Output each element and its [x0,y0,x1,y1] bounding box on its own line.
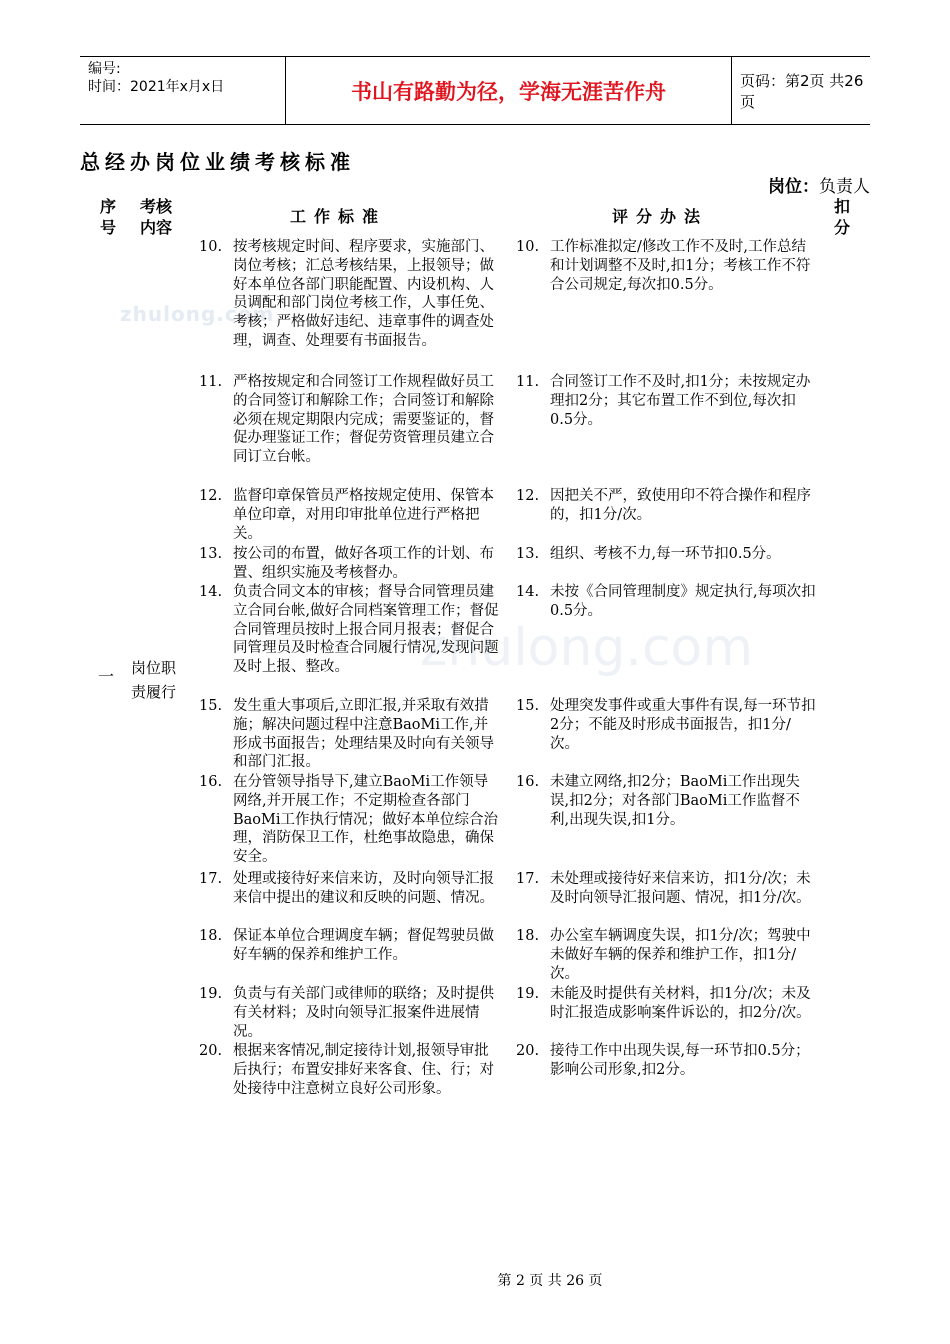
header-motto: 书山有路勤为径，学海无涯苦作舟 [285,57,732,124]
standard-text: 根据来客情况,制定接待计划,报领导审批后执行；布置安排好来客食、住、行；对处接待中注意树立良好公司形象。 [233,1043,494,1097]
method-text: 工作标准拟定/修改工作不及时,工作总结和计划调整不及时,扣1分；考核工作不符合公司规定,每次扣0.5分。 [550,239,811,293]
standard-number: 17. [199,871,223,887]
method-number: 15. [516,698,540,714]
standard-number: 20. [199,1043,223,1059]
method-text: 处理突发事件或重大事件有误,每一环节扣2分；不能及时形成书面报告，扣1分/次。 [550,698,816,752]
standard-text: 按公司的布置，做好各项工作的计划、布置、组织实施及考核督办。 [233,546,494,581]
method-text: 未建立网络,扣2分；BaoMi工作出现失误,扣2分；对各部门BaoMi工作监督不利,出现失误,扣1分。 [550,774,800,828]
header-deduct: 扣分 [833,197,850,237]
code-label: 编号: [88,61,121,77]
method-text: 未处理或接待好来信来访，扣1分/次；未及时向领导汇报问题、情况，扣1分/次。 [550,871,811,906]
method-text: 组织、考核不力,每一环节扣0.5分。 [550,546,781,562]
method-text: 办公室车辆调度失误，扣1分/次；驾驶中未做好车辆的保养和维护工作，扣1分/次。 [550,928,811,982]
standard-text: 负责与有关部门或律师的联络；及时提供有关材料；及时向领导汇报案件进展情况。 [233,986,494,1040]
method-text: 接待工作中出现失误,每一环节扣0.5分；影响公司形象,扣2分。 [550,1043,810,1078]
standard-number: 13. [199,546,223,562]
method-number: 20. [516,1043,540,1059]
standard-text: 保证本单位合理调度车辆；督促驾驶员做好车辆的保养和维护工作。 [233,928,494,963]
post-label: 岗位： [768,177,819,197]
standard-number: 16. [199,774,223,790]
time-label: 时间：2021年x月x日 [88,79,225,95]
header-method: 评分办法 [612,207,709,226]
standard-number: 15. [199,698,223,714]
page-footer [0,1270,950,1290]
standard-text: 在分管领导指导下,建立BaoMi工作领导网络,并开展工作；不定期检查各部门BaoMi工作执行情况；做好本单位综合治理，消防保卫工作，杜绝事故隐患，确保安全。 [233,774,499,866]
method-text: 因把关不严，致使用印不符合操作和程序的，扣1分/次。 [550,488,811,523]
method-number: 11. [516,374,540,390]
header-no: 序号 [99,197,116,237]
standard-text: 按考核规定时间、程序要求，实施部门、岗位考核；汇总考核结果，上报领导；做好本单位各部门职能配置、内设机构、人员调配和部门岗位考核工作，人事任免、考核；严格做好违纪、违章事件的调查处理，调查、处理要有书面报告。 [233,239,494,349]
document-header [80,56,870,125]
standard-text: 发生重大事项后,立即汇报,并采取有效措施；解决问题过程中注意BaoMi工作,并形成书面报告；处理结果及时向有关领导和部门汇报。 [233,698,494,771]
section-number: 一 [98,667,115,686]
method-number: 17. [516,871,540,887]
method-number: 14. [516,584,540,600]
standard-text: 处理或接待好来信来访，及时向领导汇报来信中提出的建议和反映的问题、情况。 [233,871,494,906]
method-number: 13. [516,546,540,562]
standard-number: 11. [199,374,223,390]
page-title: 总经办岗位业绩考核标准 [80,150,355,174]
post-value: 负责人 [819,177,870,197]
standard-number: 14. [199,584,223,600]
method-number: 10. [516,239,540,255]
method-text: 未按《合同管理制度》规定执行,每项次扣0.5分。 [550,584,816,619]
watermark-text: zhulong.com [120,302,275,326]
standard-text: 严格按规定和合同签订工作规程做好员工的合同签订和解除工作；合同签订和解除必须在规定期限内完成；需要鉴证的，督促办理鉴证工作；督促劳资管理员建立合同订立台帐。 [233,374,494,466]
header-content: 考核内容 [139,197,172,237]
footer-page-number: 第 2 页 共 26 页 [497,1273,603,1289]
method-number: 18. [516,928,540,944]
section-name: 岗位职责履行 [131,659,177,701]
method-number: 16. [516,774,540,790]
standard-number: 12. [199,488,223,504]
method-text: 合同签订工作不及时,扣1分；未按规定办理扣2分；其它布置工作不到位,每次扣0.5分。 [550,374,811,428]
standard-text: 负责合同文本的审核；督导合同管理员建立合同台帐,做好合同档案管理工作；督促合同管理员按时上报合同月报表；督促合同管理员及时检查合同履行情况,发现问题及时上报、整改。 [233,584,499,676]
method-text: 未能及时提供有关材料，扣1分/次；未及时汇报造成影响案件诉讼的，扣2分/次。 [550,986,811,1021]
standard-number: 19. [199,986,223,1002]
header-standard: 工作标准 [290,207,387,226]
standard-text: 监督印章保管员严格按规定使用、保管本单位印章，对用印审批单位进行严格把关。 [233,488,494,542]
method-number: 12. [516,488,540,504]
method-number: 19. [516,986,540,1002]
post-info [768,172,870,197]
header-meta [88,60,284,96]
standard-number: 18. [199,928,223,944]
header-page-info: 页码：第2页 共26页 [740,71,864,111]
standard-number: 10. [199,239,223,255]
watermark-faint: zhulong.com [420,618,754,678]
